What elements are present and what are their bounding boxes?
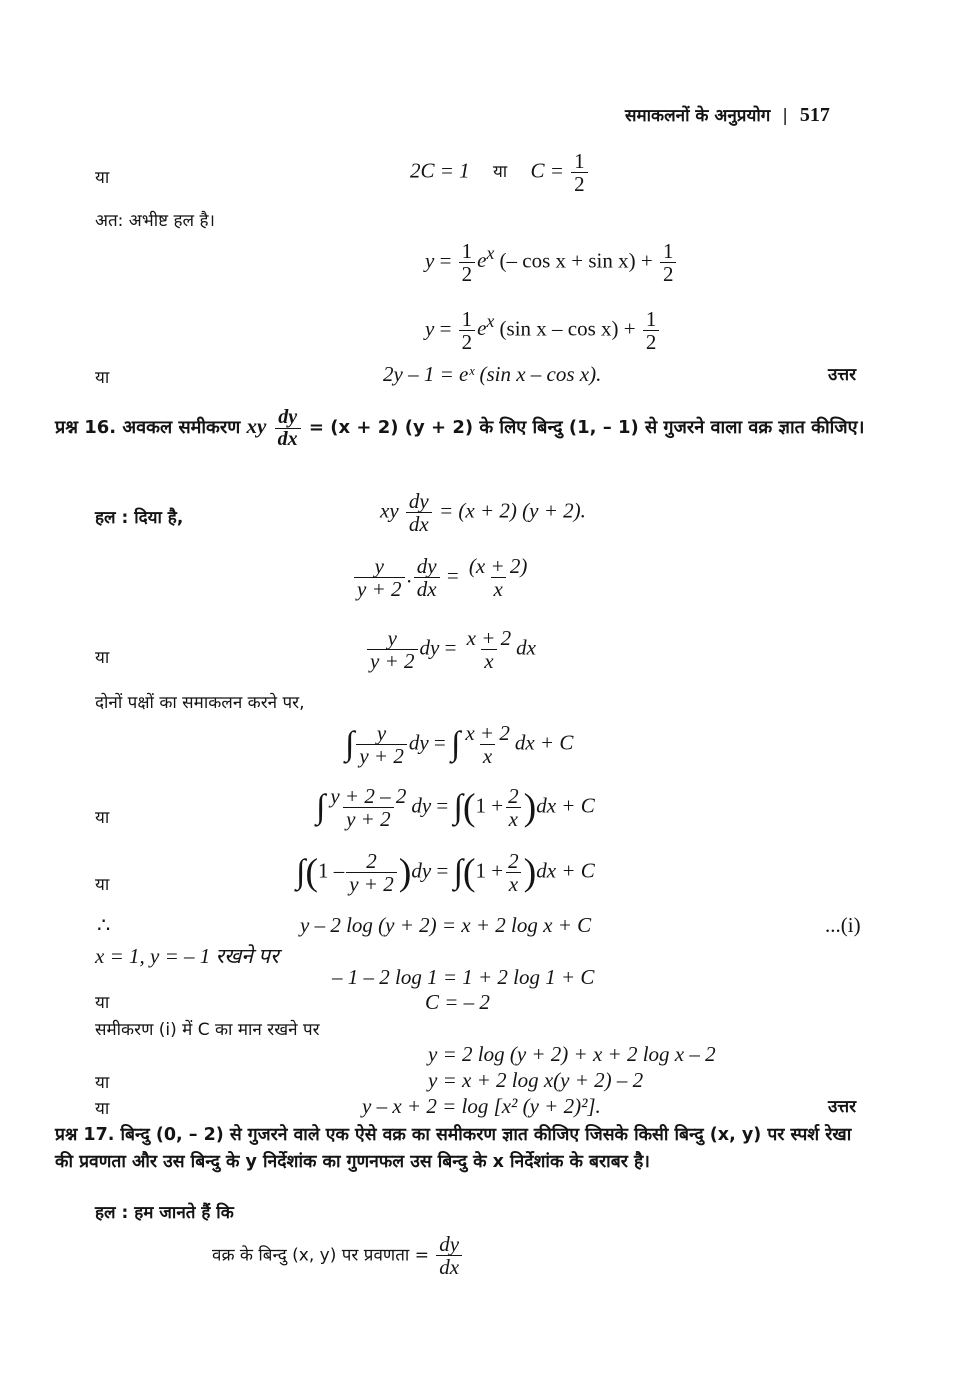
fraction: $\frac{x + 2}{x}$ [466,626,512,674]
fraction-dy-dx: $\frac{dy}{dx}$ [414,555,440,600]
y1-rhs: (– cos x + sin x) + [499,248,653,273]
word-ya: या [95,1099,110,1119]
running-header [625,103,830,127]
substitution-line: – 1 – 2 log 1 = 1 + 2 log 1 + C [332,965,595,989]
integral-2: ∫ $\frac{y + 2 - 2}{y + 2}$ dy = ∫(1 + $\frac{2}{x}$ )dx + C [316,784,595,832]
therefore-symbol: ∴ [97,913,111,937]
final-line-2: y = x + 2 log x(y + 2) – 2 [428,1068,644,1092]
fraction: $\frac{1}{2}$ [571,150,588,195]
word-ya: या [492,162,508,183]
page-number: 517 [799,104,830,126]
eq-2y: 2y – 1 = eˣ (sin x – cos x). [383,362,602,386]
y2-rhs: (sin x – cos x) + [499,316,636,341]
final-line-1: y = 2 log (y + 2) + x + 2 log x – 2 [428,1042,716,1066]
fraction: $\frac{y}{y + 2}$ [367,627,418,672]
solution-know: हल : हम जानते हैं कि [95,1203,234,1223]
c-eq: 2C = 1 [410,158,470,183]
integrate-both: दोनों पक्षों का समाकलन करने पर, [95,693,305,713]
slope-line [212,1233,464,1278]
header-title: समाकलनों के अनुप्रयोग [625,106,771,126]
integral-3: ∫(1 – $\frac{2}{y + 2}$ )dy = ∫(1 + $\frac{2}{x}$ )dx + C [296,849,595,897]
general-solution: y – 2 log (y + 2) = x + 2 log x + C [300,913,592,937]
differential-form: $\frac{y}{y + 2}$ dy = $\frac{x + 2}{x}$ dx [365,627,536,672]
hence-line: अत: अभीष्ट हल है। [95,211,215,231]
c-value: C = – 2 [425,990,490,1014]
fraction: $\frac{1}{2}$ [660,240,677,285]
substitute-c: समीकरण (i) में C का मान रखने पर [95,1020,320,1040]
separated-equation: $\frac{y}{y + 2}$ . $\frac{dy}{dx}$ = $\frac{(x + 2)}{x}$ [352,555,532,600]
c-val: C = [530,158,564,183]
fraction: $\frac{(x + 2)}{x}$ [468,554,528,602]
fraction: $\frac{y}{y + 2}$ [354,555,405,600]
answer-label: उत्तर [828,1097,857,1117]
fraction: $\frac{2}{y + 2}$ [346,850,397,895]
solution-given: हल : दिया है, [95,508,184,528]
answer-label: उत्तर [828,365,857,385]
fraction-dy-dx: $\frac{dy}{dx}$ [406,490,432,535]
equation-ref: ...(i) [825,913,861,937]
word-ya: या [95,168,110,188]
fraction: $\frac{y + 2 - 2}{y + 2}$ [330,784,407,832]
given-equation: xy $\frac{dy}{dx}$ = (x + 2) (y + 2). [380,489,586,537]
word-ya: या [95,368,110,388]
integral-1: ∫ $\frac{y}{y + 2}$ dy = ∫ $\frac{x + 2}{x}$ dx + C [345,721,574,769]
word-ya: या [95,648,110,668]
word-ya: या [95,875,110,895]
c-equation [410,150,590,195]
fraction-dy-dx: $\frac{dy}{dx}$ [436,1233,462,1278]
solution-line-2: y = $\frac{1}{2}$ $e^x$ (sin x – cos x) + $\frac{1}{2}$ [425,308,661,353]
fraction: $\frac{x + 2}{x}$ [465,721,510,769]
q16-prefix: प्रश्न 16. अवकल समीकरण [55,417,241,438]
q16-suffix: = (x + 2) (y + 2) के लिए बिन्दु (1, – 1) से गुजरने वाला वक्र ज्ञात कीजिए। [308,417,865,438]
question-16: प्रश्न 16. अवकल समीकरण xy $\frac{dy}{dx}$ = (x + 2) (y + 2) के लिए बिन्दु (1, – 1) से गुजरने वाला वक्र ज्ञात कीजिए। [55,405,865,450]
word-ya: या [95,1073,110,1093]
put-values: x = 1, y = – 1 रखने पर [95,944,279,968]
fraction: $\frac{2}{x}$ [505,850,522,895]
fraction: $\frac{1}{2}$ [459,240,476,285]
given-rhs: = (x + 2) (y + 2). [438,498,586,523]
header-separator: | [782,106,788,126]
final-line-3: y – x + 2 = log [x² (y + 2)²]. [362,1094,601,1118]
fraction-dy-dx: $\frac{dy}{dx}$ [275,407,301,450]
solution-line-1: y = $\frac{1}{2}$ $e^x$ (– cos x + sin x) + $\frac{1}{2}$ [425,240,678,285]
fraction: $\frac{2}{x}$ [505,785,522,830]
fraction: $\frac{1}{2}$ [459,308,476,353]
slope-label: वक्र के बिन्दु (x, y) पर प्रवणता = [212,1245,429,1266]
fraction: $\frac{y}{y + 2}$ [356,722,407,767]
question-17: प्रश्न 17. बिन्दु (0, – 2) से गुजरने वाले एक ऐसे वक्र का समीकरण ज्ञात कीजिए जिसके किसी बिन्दु (x, y) पर स्पर्श रेखा की प्रवणता और उस बिन्दु के y निर्देशांक का गुणनफल उस बिन्दु के x निर्देशांक के बराबर है। [55,1125,852,1172]
word-ya: या [95,808,110,828]
word-ya: या [95,993,110,1013]
fraction: $\frac{1}{2}$ [643,308,660,353]
